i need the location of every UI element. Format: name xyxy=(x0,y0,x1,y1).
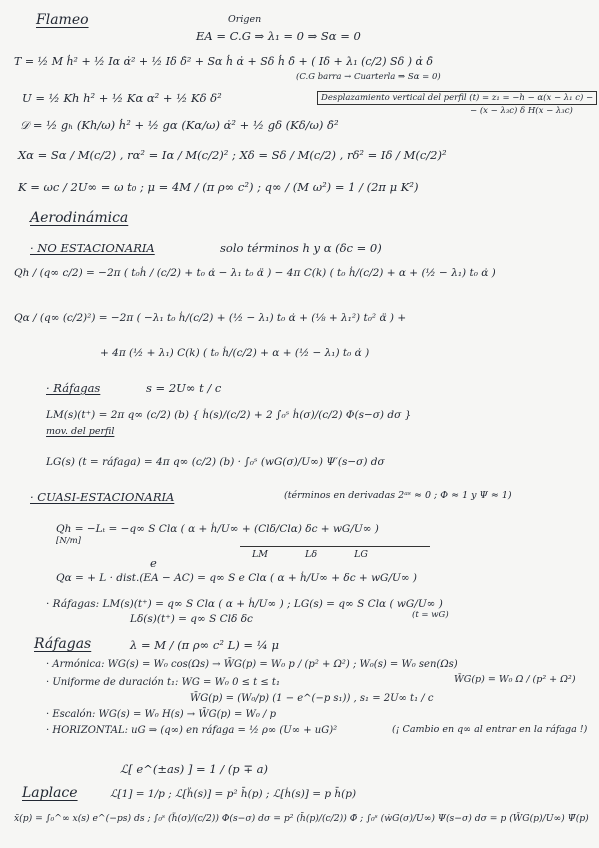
heading-flameo: Flameo xyxy=(36,12,89,28)
no-estacionaria-note: solo términos h y α (δc = 0) xyxy=(220,241,382,255)
Qh-quasi-steady: Qh = −Lₜ = −q∞ S Clα ( α + ḣ/U∞ + (Clδ/Clα) δc + wG/U∞ ) xyxy=(56,523,379,535)
underbrace-rule xyxy=(240,546,430,547)
gust-armonica-2: W̄G(p) = W₀ Ω / (p² + Ω²) xyxy=(454,674,576,685)
gust-lambda: λ = M / (π ρ∞ c² L) = ¼ μ xyxy=(130,638,279,652)
potential-energy-U: U = ½ Kh h² + ½ Kα α² + ½ Kδ δ² xyxy=(22,91,222,105)
eccentricity-label: e xyxy=(150,556,157,570)
heading-aerodinamica: Aerodinámica xyxy=(30,210,129,226)
kinetic-energy-T: T = ½ M ḣ² + ½ Iα α̇² + ½ Iδ δ̇² + Sα ḣ α̇ + Sδ ḣ δ̇ + ( Iδ + λ₁ (c/2) Sδ ) α̇ δ̇ xyxy=(14,55,434,68)
gust-horizontal: · HORIZONTAL: uG ⇒ (q∞) en ráfaga = ½ ρ∞ (U∞ + uG)² xyxy=(46,725,338,736)
gust-uniforme: · Uniforme de duración t₁: WG = W₀ 0 ≤ t ≤ t₁ xyxy=(46,677,280,688)
origin-equation: EA = C.G ⇒ λ₁ = 0 ⇒ Sα = 0 xyxy=(196,29,361,43)
reduced-params: K = ωc / 2U∞ = ω t₀ ; μ = 4M / (π ρ∞ c²) ; q∞ / (M ω²) = 1 / (2π μ K²) xyxy=(18,180,419,194)
gust-uniforme-2: W̄G(p) = (W₀/p) (1 − e^(−p s₁)) , s₁ = 2U∞ t₁ / c xyxy=(190,693,434,704)
vertical-displacement-box: Desplazamiento vertical del perfil (t) = z₁ = −h − α(x − λ₁ c) − xyxy=(317,91,597,105)
heading-rafagas: Ráfagas xyxy=(34,636,92,652)
Qh-units: [N/m] xyxy=(56,536,81,546)
rafagas-sub-title: · Ráfagas xyxy=(46,381,101,395)
LM-unsteady: LM(s)(t⁺) = 2π q∞ (c/2) (b) { ḣ(s)/(c/2) + 2 ∫₀ˢ ḣ(σ)/(c/2) Φ(s−σ) dσ } xyxy=(46,409,412,421)
LM-note: mov. del perfil xyxy=(46,426,115,437)
heading-laplace: Laplace xyxy=(22,785,78,801)
gust-armonica: · Armónica: WG(s) = W₀ cos(Ωs) → W̄G(p) = W₀ p / (p² + Ω²) ; W₀(s) = W₀ sen(Ωs) xyxy=(46,659,458,670)
LG-unsteady: LG(s) (t = ráfaga) = 4π q∞ (c/2) (b) · ∫₀ˢ (wG(σ)/U∞) Ψ′(s−σ) dσ xyxy=(46,456,385,468)
reduced-time-s: s = 2U∞ t / c xyxy=(146,381,222,395)
laplace-basic: ℒ[1] = 1/p ; ℒ[ḧ(s)] = p² h̄(p) ; ℒ[ḣ(s)] = p h̄(p) xyxy=(110,788,357,800)
L-delta-quasi-steady: Lδ(s)(t⁺) = q∞ S Clδ δc xyxy=(130,613,253,625)
laplace-exponential: ℒ[ e^(±as) ] = 1 / (p ∓ a) xyxy=(120,762,268,776)
inertia-params: Xα = Sα / M(c/2) , rα² = Iα / M(c/2)² ; Xδ = Sδ / M(c/2) , rδ² = Iδ / M(c/2)² xyxy=(18,148,447,162)
quasi-steady-gusts-note: (t = wG) xyxy=(412,610,449,620)
origin-note: Origen xyxy=(228,14,262,25)
vertical-displacement-tail: − (x − λ₃c) δ H(x − λ₃c) xyxy=(470,106,573,116)
Qalpha-unsteady-2: + 4π (½ + λ₁) C(k) ( t₀ ḣ/(c/2) + α + (½ − λ₁) t₀ α̇ ) xyxy=(100,347,370,359)
quasi-steady-gusts: · Ráfagas: LM(s)(t⁺) = q∞ S Clα ( α + ḣ/U∞ ) ; LG(s) = q∞ S Clα ( wG/U∞ ) xyxy=(46,598,443,610)
lift-components-labels: LM Lδ LG xyxy=(252,549,369,560)
kinetic-energy-note: (C.G barra → Cuarterla ⇒ Sα = 0) xyxy=(296,72,441,82)
Qh-unsteady: Qh / (q∞ c/2) = −2π ( t₀ḣ / (c/2) + t₀ α̇ − λ₁ t₀ α̈ ) − 4π C(k) ( t₀ ḣ/(c/2) + α + (½ − λ₁) t₀ α̇ ) xyxy=(14,267,496,279)
gust-horizontal-note: (¡ Cambio en q∞ al entrar en la ráfaga !) xyxy=(392,724,588,735)
cuasi-estacionaria-note: (términos en derivadas 2ᵃˢ ≈ 0 ; Φ ≈ 1 y Ψ ≈ 1) xyxy=(284,490,512,501)
gust-escalon: · Escalón: WG(s) = W₀ H(s) → W̄G(p) = W₀ / p xyxy=(46,709,276,720)
laplace-integrals: x̄(p) = ∫₀^∞ x(s) e^(−ps) ds ; ∫₀ˢ (ḧ(σ)/(c/2)) Φ(s−σ) dσ = p² (h̄(p)/(c/2)) Φ̄ ; ∫₀ˢ (ẇG(σ)/U∞) Ψ(s−σ) dσ = p (W̄G(p)/U∞) Ψ̄(p) xyxy=(14,813,589,824)
Qalpha-quasi-steady: Qα = + L · dist.(EA − AC) = q∞ S e Clα ( α + ḣ/U∞ + δc + wG/U∞ ) xyxy=(56,572,418,584)
dissipation-D: 𝒟 = ½ gₕ (Kh/ω) ḣ² + ½ gα (Kα/ω) α̇² + ½ gδ (Kδ/ω) δ̇² xyxy=(20,118,339,132)
cuasi-estacionaria-title: · CUASI-ESTACIONARIA xyxy=(30,490,175,504)
no-estacionaria-title: · NO ESTACIONARIA xyxy=(30,241,155,255)
Qalpha-unsteady-1: Qα / (q∞ (c/2)²) = −2π ( −λ₁ t₀ ḣ/(c/2) + (½ − λ₁) t₀ α̇ + (⅛ + λ₁²) t₀² α̈ ) + xyxy=(14,312,407,324)
